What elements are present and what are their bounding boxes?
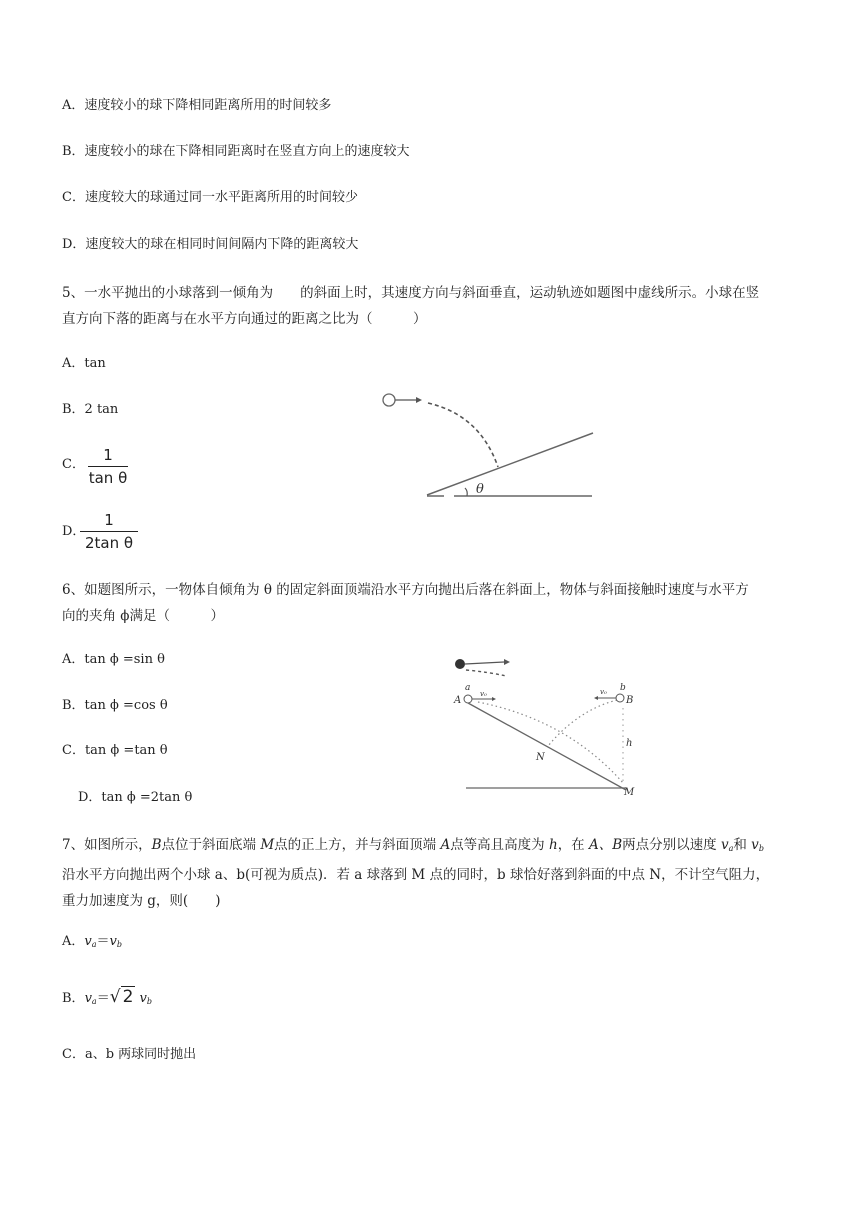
q7-subscript-a: a <box>91 997 97 1006</box>
q5-stem-line1: 5、一水平抛出的小球落到一倾角为 的斜面上时，其速度方向与斜面垂直，运动轨迹如题图中虚线所示。小球在竖 <box>62 285 760 301</box>
q4-option-c: C．速度较大的球通过同一水平距离所用的时间较少 <box>62 190 358 205</box>
q7-text: 点等高且高度为 <box>450 837 549 853</box>
q7-subscript-b: b <box>758 844 764 853</box>
angle-label: θ <box>476 482 484 497</box>
q7-symbol-v: v <box>84 934 92 949</box>
q7-text: 7、如图所示， <box>62 837 152 853</box>
arrow-head-icon <box>504 659 510 665</box>
q7-equals: ＝ <box>96 934 110 949</box>
q7-stem-line2: 沿水平方向抛出两个小球 a、b(可视为质点)．若 a 球落到 M 点的同时，b 球恰好落到斜面的中点 N，不计空气阻力， <box>62 867 770 883</box>
q6-option-a: A．tan ϕ =sin θ <box>62 652 165 667</box>
q7-symbol-A: A <box>440 837 451 853</box>
q5-option-c-denominator: tan θ <box>88 469 128 487</box>
q5-option-d-denominator: 2tan θ <box>84 534 134 552</box>
label-B: B <box>626 695 634 706</box>
q7-symbol-v: v <box>751 837 759 853</box>
q7-equals: ＝ <box>96 991 110 1006</box>
q5-option-d-label: D． <box>62 524 86 539</box>
q7-option-b-label: B． <box>62 991 85 1006</box>
q6-stem-line2: 向的夹角 ϕ满足（ ） <box>62 608 224 624</box>
fraction-bar <box>88 466 128 467</box>
sqrt-radicand: 2 <box>122 987 134 1007</box>
label-v0-a: v₀ <box>480 690 487 698</box>
label-h: h <box>626 738 633 749</box>
label-M: M <box>624 787 635 798</box>
q7-symbol-AB: A、B <box>588 837 623 853</box>
q5-stem-line2: 直方向下落的距离与在水平方向通过的距离之比为（ ） <box>62 311 427 327</box>
label-N: N <box>536 752 545 763</box>
arrow-head-icon <box>492 697 496 701</box>
q7-text: 和 <box>733 837 752 853</box>
q6-stem <box>62 577 802 629</box>
sqrt-symbol: √ 2 <box>109 987 134 1007</box>
q7-option-b <box>62 988 152 1011</box>
q5-option-c-fraction <box>88 445 128 488</box>
q4-option-d: D．速度较大的球在相同时间间隔内下降的距离较大 <box>62 237 359 252</box>
q5-stem <box>62 280 802 332</box>
ball-icon <box>383 394 395 406</box>
q6-stem-line1: 6、如题图所示，一物体自倾角为 θ 的固定斜面顶端沿水平方向抛出后落在斜面上，物体与斜面接触时速度与水平方 <box>62 582 749 598</box>
q7-subscript-b: b <box>146 997 153 1006</box>
incline-line <box>468 703 626 790</box>
q7-text: 两点分别以速度 <box>622 837 721 853</box>
label-vb: v₀ <box>600 688 607 696</box>
q7-stem <box>62 832 802 914</box>
q7-symbol-v: v <box>720 837 729 853</box>
label-b: b <box>620 683 626 693</box>
arrow-head-icon <box>594 696 598 700</box>
q6-option-b: B．tan ϕ =cos θ <box>62 698 168 713</box>
q4-option-a: A．速度较小的球下降相同距离所用的时间较多 <box>62 98 332 113</box>
trajectory-dashed <box>428 403 498 467</box>
ball-icon <box>455 659 465 669</box>
q6-option-c: C．tan ϕ =tan θ <box>62 743 168 758</box>
label-a: a <box>465 683 471 693</box>
fraction-bar <box>80 531 138 532</box>
ball-b-icon <box>616 694 624 702</box>
q7-subscript-b: b <box>116 940 123 949</box>
q4-option-b: B．速度较小的球在下降相同距离时在竖直方向上的速度较大 <box>62 144 410 159</box>
q7-text: 点位于斜面底端 <box>161 837 261 853</box>
q5-figure <box>370 385 610 505</box>
angle-arc <box>465 488 467 496</box>
q6-option-d: D．tan ϕ =2tan θ <box>78 790 193 805</box>
q7-symbol-v: v <box>139 991 147 1006</box>
q7-option-a <box>62 933 122 954</box>
q5-option-d-fraction <box>80 510 138 553</box>
q7-text: 点的正上方，并与斜面顶端 <box>274 837 441 853</box>
q7-symbol-v: v <box>109 934 117 949</box>
label-A: A <box>454 695 462 706</box>
q5-option-b: B．2 tan <box>62 402 119 417</box>
q7-stem-line1 <box>62 832 802 862</box>
trajectory-dashed <box>466 670 506 676</box>
q7-option-a-label: A． <box>62 934 85 949</box>
ball-a-icon <box>464 695 472 703</box>
arrow-head-icon <box>416 397 422 403</box>
q7-text: ，在 <box>557 837 589 853</box>
q7-symbol-h: h <box>548 837 558 853</box>
q7-option-c: C．a、b 两球同时抛出 <box>62 1047 197 1062</box>
trajectory-a-dotted <box>478 702 624 784</box>
q5-option-c-label: C． <box>62 457 85 472</box>
q7-subscript-a: a <box>91 940 97 949</box>
q7-subscript-a: a <box>728 844 734 853</box>
velocity-arrow <box>465 662 504 664</box>
incline-line <box>427 433 593 495</box>
q7-symbol-B: B <box>151 837 162 853</box>
q7-symbol-v: v <box>84 991 92 1006</box>
q5-option-d-numerator: 1 <box>104 511 114 529</box>
trajectory-b-dotted <box>548 700 617 746</box>
q5-option-c-numerator: 1 <box>103 446 113 464</box>
q5-option-a: A．tan <box>62 356 106 371</box>
q7-symbol-M: M <box>260 837 275 853</box>
q7-stem-line3: 重力加速度为 g，则( ) <box>62 893 221 909</box>
q6-figure <box>448 650 668 800</box>
